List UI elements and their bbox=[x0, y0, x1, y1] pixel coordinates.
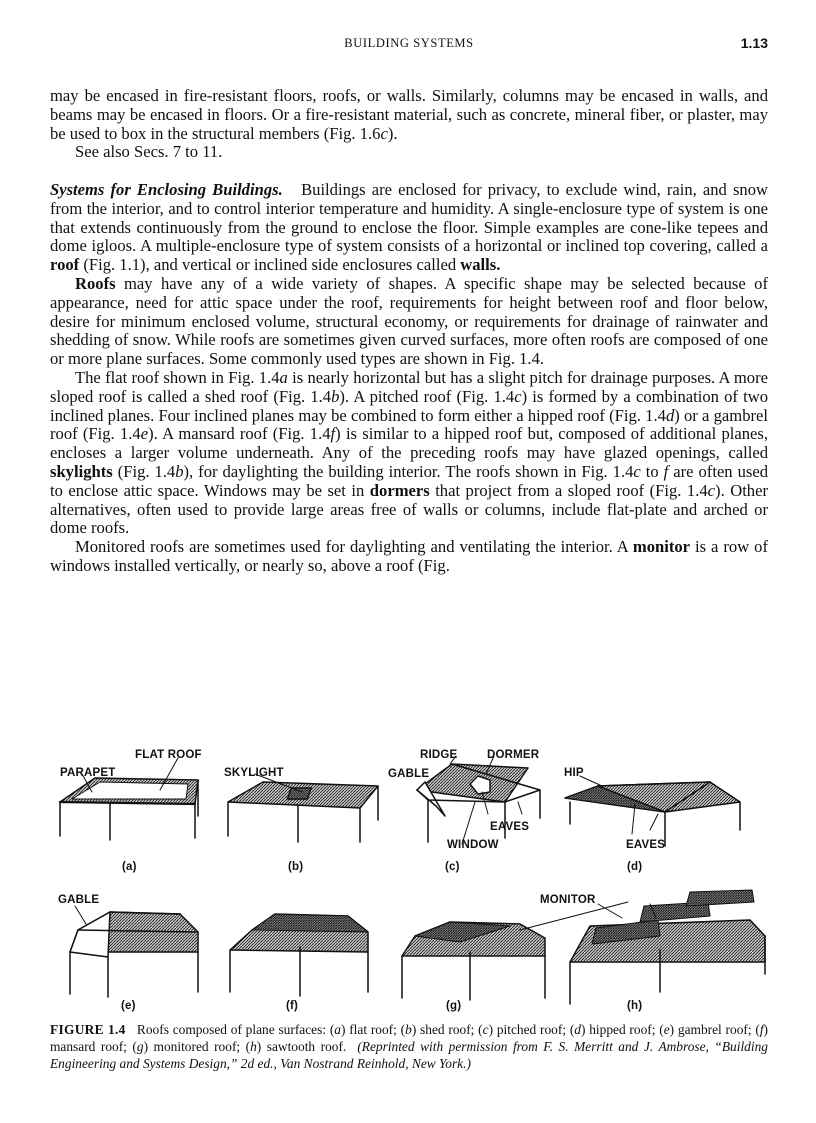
paragraph-2: See also Secs. 7 to 11. bbox=[75, 142, 223, 162]
label-flat-roof: FLAT ROOF bbox=[135, 749, 202, 761]
sublabel-f: (f) bbox=[286, 1000, 299, 1012]
label-skylight: SKYLIGHT bbox=[224, 767, 284, 779]
paragraph-1: may be encased in fire-resistant floors, roofs, or walls. Similarly, columns may be encased in walls, and beams may be encased in floors. Or a fire-resistant material, such as concrete, mineral fiber, or plaster, may be used to box in the structural members (Fig. 1.6c). bbox=[50, 86, 768, 143]
monitored-roof-drawing bbox=[402, 922, 545, 1000]
sublabel-b: (b) bbox=[288, 861, 304, 873]
shed-roof-drawing bbox=[228, 774, 378, 842]
page-number: 1.13 bbox=[740, 35, 768, 51]
mansard-roof-drawing bbox=[230, 914, 368, 996]
section-heading: Systems for Enclosing Buildings. bbox=[50, 179, 283, 199]
sublabel-d: (d) bbox=[627, 861, 643, 873]
hipped-roof-drawing bbox=[565, 776, 740, 846]
sublabel-c: (c) bbox=[445, 861, 460, 873]
label-hip: HIP bbox=[564, 767, 584, 779]
caption-credit: (Reprinted with permission from F. S. Merritt and J. Ambrose, “Building Engineering and Systems Design,” 2d ed., Van Nostrand Reinhold, New York.) bbox=[50, 1038, 768, 1071]
label-dormer: DORMER bbox=[487, 749, 540, 761]
body-text bbox=[50, 87, 768, 576]
label-eaves-d: EAVES bbox=[626, 839, 666, 851]
figure-number: FIGURE 1.4 bbox=[50, 1022, 126, 1037]
page-header bbox=[50, 36, 768, 56]
label-ridge: RIDGE bbox=[420, 749, 458, 761]
label-gable-e: GABLE bbox=[58, 894, 100, 906]
roof-diagrams bbox=[50, 742, 768, 1022]
paragraph-roofs: Roofs may have any of a wide variety of shapes. A specific shape may be selected because of appearance, need for attic space under the roof, requirements for height between roof and floor below, desire for minimum enclosed volume, structural economy, or requirements for drainage of rainwater and shedding of snow. While roofs are sometimes given curved surfaces, more often roofs are composed of one or more plane surfaces. Some commonly used types are shown in Fig. 1.4. bbox=[50, 273, 768, 369]
figure-1-4 bbox=[50, 742, 768, 1022]
label-monitor: MONITOR bbox=[540, 894, 596, 906]
sublabel-e: (e) bbox=[121, 1000, 136, 1012]
label-gable-c: GABLE bbox=[388, 768, 430, 780]
label-window: WINDOW bbox=[447, 839, 499, 851]
paragraph-monitored: Monitored roofs are sometimes used for daylighting and ventilating the interior. A monitor is a row of windows installed vertically, or nearly so, above a roof (Fig. bbox=[50, 537, 768, 575]
running-title: BUILDING SYSTEMS bbox=[344, 36, 474, 50]
sublabel-h: (h) bbox=[627, 1000, 643, 1012]
sublabel-a: (a) bbox=[122, 861, 137, 873]
sublabel-g: (g) bbox=[446, 1000, 462, 1012]
figure-caption: FIGURE 1.4 Roofs composed of plane surfaces: (a) flat roof; (b) shed roof; (c) pitched roof; (d) hipped roof; (e) gambrel roof; (f) mansard roof; (g) monitored roof; (h) sawtooth roof. (Reprinted with permission from F. S. Merritt and J. Ambrose, “Building Engineering and Systems Design,” 2d ed., Van Nostrand Reinhold, New York.) bbox=[50, 1022, 769, 1071]
paragraph-enclosing-systems: Systems for Enclosing Buildings. Buildings are enclosed for privacy, to exclude wind, rain, and snow from the interior, and to control interior temperature and humidity. A single-enclosure type of system is one that extends continuously from the ground to enclose the floor. Simple examples are cone-like tepees and dome igloos. A multiple-enclosure type of system consists of a horizontal or inclined top covering, called a roof (Fig. 1.1), and vertical or inclined side enclosures called walls. bbox=[50, 179, 769, 275]
gambrel-roof-drawing bbox=[70, 906, 198, 997]
label-parapet: PARAPET bbox=[60, 767, 116, 779]
paragraph-roof-types: The flat roof shown in Fig. 1.4a is nearly horizontal but has a slight pitch for drainage purposes. A more sloped roof is called a shed roof (Fig. 1.4b). A pitched roof (Fig. 1.4c) is formed by a combination of two inclined planes. Four inclined planes may be combined to form either a hipped roof (Fig. 1.4d) or a gambrel roof (Fig. 1.4e). A mansard roof (Fig. 1.4f) is similar to a hipped roof but, composed of additional planes, encloses a larger volume underneath. Any of the preceding roofs may have glazed openings, called skylights (Fig. 1.4b), for daylighting the building interior. The roofs shown in Fig. 1.4c to f are often used to enclose attic space. Windows may be set in dormers that project from a sloped roof (Fig. 1.4c). Other alternatives, often used to provide large areas free of walls or columns, include flat-plate and arched or dome roofs. bbox=[50, 367, 768, 538]
sawtooth-roof-drawing bbox=[520, 890, 765, 1004]
label-eaves-c: EAVES bbox=[490, 821, 530, 833]
